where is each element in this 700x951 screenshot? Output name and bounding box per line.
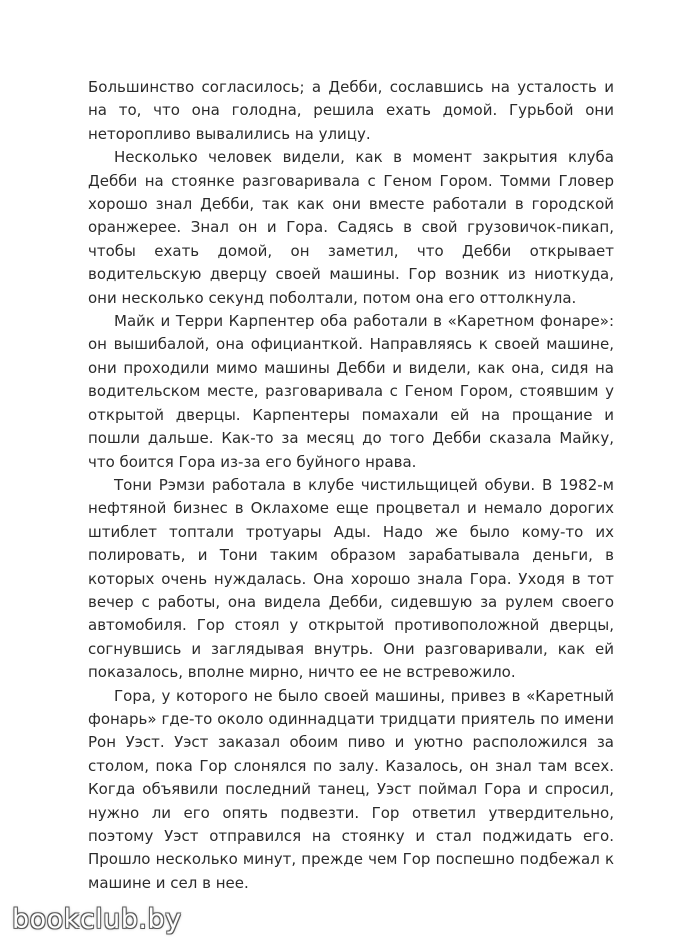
paragraph-4: Тони Рэмзи работала в клубе чистильщицей обуви. В 1982-м нефтяной бизнес в Оклахоме еще процветал и немало дорогих штиблет топтали тротуары Ады. Надо же было кому-то их полировать, и Тони таким образом зарабатывала деньги, в которых очень нуждалась. Она хорошо знала Гора. Уходя в тот вечер с работы, она видела Дебби, сидевшую за рулем своего автомобиля. Гор стоял у открытой противоположной дверцы, согнувшись и заглядывая внутрь. Они разговаривали, как ей показалось, вполне мирно, ничто ее не встревожило. bbox=[88, 475, 614, 682]
paragraph-1: Большинство согласилось; а Дебби, сославшись на усталость и на то, что она голодна, решила ехать домой. Гурьбой они неторопливо вывалились на улицу. bbox=[88, 78, 614, 143]
paragraph-3: Майк и Терри Карпентер оба работали в «Каретном фонаре»: он вышибалой, она официанткой. Направляясь к своей машине, они проходили мимо машины Дебби и видели, как она, сидя на водительском месте, разговаривала с Геном Гором, стоявшим у открытой дверцы. Карпентеры помахали ей на прощание и пошли дальше. Как-то за месяц до того Дебби сказала Майку, что боится Гора из-за его буйного нрава. bbox=[88, 312, 614, 471]
paragraph-5: Гора, у которого не было своей машины, привез в «Каретный фонарь» где-то около одиннадцати тридцати приятель по имени Рон Уэст. Уэст заказал обоим пиво и уютно расположился за столом, пока Гор слонялся по залу. Казалось, он знал там всех. Когда объявили последний танец, Уэст поймал Гора и спросил, нужно ли его опять подвезти. Гор ответил утвердительно, поэтому Уэст отправился на стоянку и стал поджидать его. Прошло несколько минут, прежде чем Гор поспешно подбежал к машине и сел в нее. bbox=[88, 686, 614, 892]
body-text bbox=[88, 76, 614, 895]
paragraph-2: Несколько человек видели, как в момент закрытия клуба Дебби на стоянке разговаривала с Геном Гором. Томми Гловер хорошо знал Дебби, так как они вместе работали в городской оранжерее. Знал он и Гора. Садясь в свой грузовичок-пикап, чтобы ехать домой, он заметил, что Дебби открывает водительскую дверцу своей машины. Гор возник из ниоткуда, они несколько секунд поболтали, потом она его оттолкнула. bbox=[88, 148, 614, 307]
watermark-logo: bookclub.by bbox=[12, 904, 182, 935]
